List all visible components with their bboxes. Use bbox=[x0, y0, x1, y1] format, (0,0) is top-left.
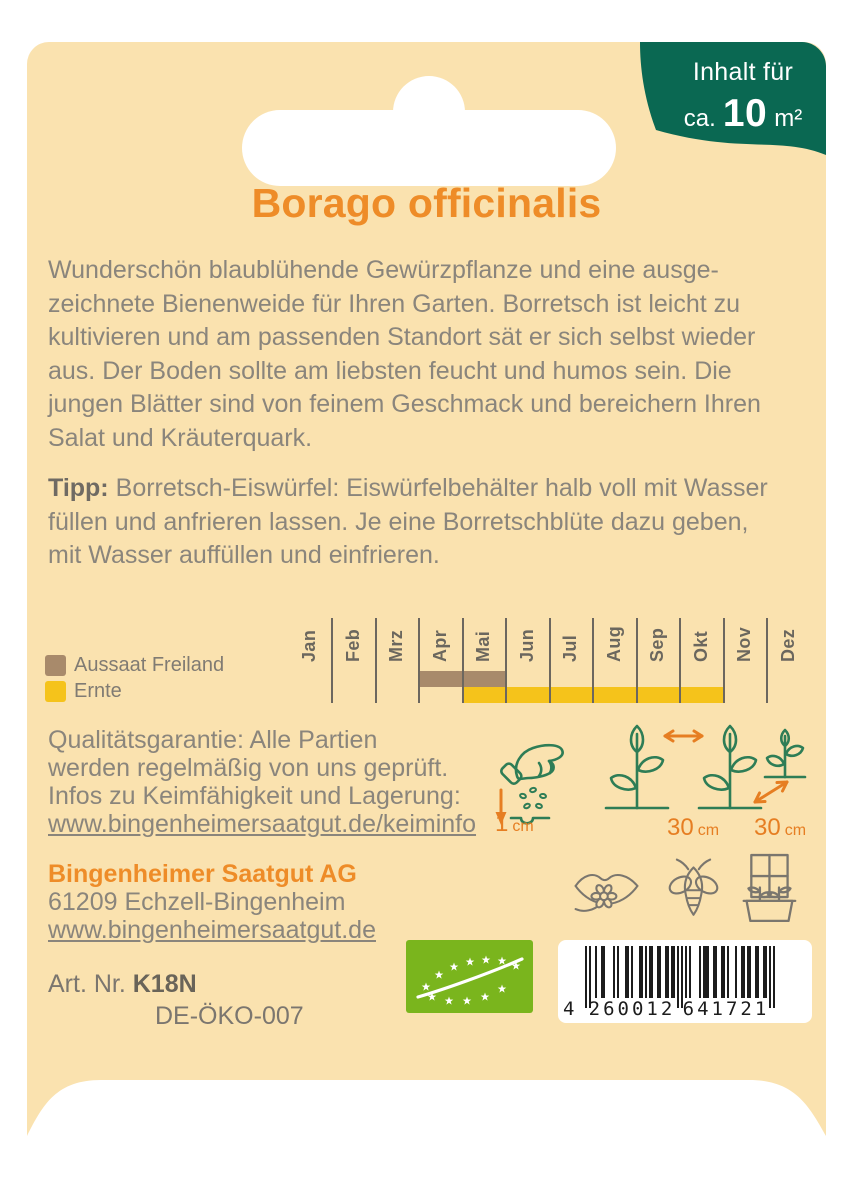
bee-icon bbox=[667, 857, 720, 920]
company-name: Bingenheimer Saatgut AG bbox=[48, 860, 357, 888]
tip-line: füllen und anfrieren lassen. Je eine Borretschblüte dazu geben, bbox=[48, 507, 749, 536]
tip-line: Tipp: Borretsch-Eiswürfel: Eiswürfelbehälter halb voll mit Wasser bbox=[48, 474, 768, 502]
quality-line: Qualitätsgarantie: Alle Partien bbox=[48, 726, 378, 754]
barcode-digits: 641721 bbox=[682, 998, 770, 1020]
balcony-box-icon bbox=[737, 853, 800, 922]
description-line: Wunderschön blaublühende Gewürzpflanze und eine ausge- bbox=[48, 256, 719, 284]
edible-flower-icon bbox=[573, 860, 640, 917]
calendar-tick bbox=[375, 618, 377, 703]
calendar-month-label: Okt bbox=[691, 630, 711, 662]
content-badge-text bbox=[630, 42, 826, 155]
row-spacing-arrow-icon bbox=[665, 731, 787, 802]
eu-organic-logo bbox=[406, 940, 533, 1013]
calendar-month-label: Sep bbox=[647, 627, 667, 662]
legend-swatch-aussaat bbox=[45, 655, 66, 676]
calendar-month-label: Apr bbox=[430, 629, 450, 662]
calendar-tick bbox=[679, 618, 681, 703]
tip bbox=[48, 472, 818, 573]
calendar-month-label: Dez bbox=[778, 628, 798, 662]
plant-spacing-label: 30 cm bbox=[754, 814, 807, 841]
description-line: Salat und Kräuterquark. bbox=[48, 423, 313, 452]
calendar-tick bbox=[505, 618, 507, 703]
calendar-month-label: Aug bbox=[604, 625, 624, 662]
legend-label-aussaat: Aussaat Freiland bbox=[74, 654, 225, 676]
calendar-tick bbox=[418, 618, 420, 703]
tip-line: mit Wasser auffüllen und einfrieren. bbox=[48, 541, 440, 569]
article-number: Art. Nr. K18N bbox=[48, 970, 197, 998]
legend-swatch-ernte bbox=[45, 681, 66, 702]
quality-line: Infos zu Keimfähigkeit und Lagerung: bbox=[48, 782, 461, 810]
calendar-month-label: Mai bbox=[473, 630, 493, 662]
keiminfo-link: www.bingenheimersaatgut.de/keiminfo bbox=[48, 810, 477, 838]
badge-prefix: ca. bbox=[683, 105, 716, 132]
calendar-tick bbox=[549, 618, 551, 703]
calendar-tick bbox=[592, 618, 594, 703]
tip-label: Tipp: bbox=[48, 474, 109, 502]
calendar-month-label: Mrz bbox=[386, 629, 406, 662]
packet-bottom-cut bbox=[27, 1076, 826, 1138]
calendar-tick bbox=[723, 618, 725, 703]
legend-label-ernte: Ernte bbox=[74, 680, 122, 702]
calendar-month-label: Feb bbox=[343, 628, 363, 662]
badge-value: 10 bbox=[722, 92, 768, 135]
company-address: 61209 Echzell-Bingenheim bbox=[48, 888, 346, 916]
quality-line: werden regelmäßig von uns geprüft. bbox=[48, 754, 449, 782]
quality-note bbox=[48, 726, 476, 838]
hang-slot bbox=[242, 72, 616, 186]
page-title: Borago officinalis bbox=[251, 180, 602, 226]
description-line: aus. Der Boden sollte am liebsten feucht und humos sein. Die bbox=[48, 356, 732, 385]
eco-cert-number: DE-ÖKO-007 bbox=[155, 1002, 304, 1030]
calendar-tick bbox=[331, 618, 333, 703]
article-number-value: K18N bbox=[132, 970, 197, 998]
row-spacing-label: 30 cm bbox=[667, 814, 720, 841]
barcode-digits: 4 bbox=[563, 998, 575, 1020]
company-block bbox=[48, 860, 376, 944]
badge-unit: m² bbox=[774, 105, 803, 132]
calendar-month-label: Jul bbox=[560, 634, 580, 662]
calendar-tick bbox=[462, 618, 464, 703]
description bbox=[48, 254, 818, 455]
calendar-month-label: Jun bbox=[517, 628, 537, 662]
plant-spacing-icon bbox=[597, 724, 837, 820]
description-line: zeichnete Bienenweide für Ihren Garten. Borretsch ist leicht zu bbox=[48, 289, 741, 318]
sowing-depth-label: 1 cm bbox=[495, 810, 534, 837]
barcode-digits: 260012 bbox=[588, 998, 676, 1020]
barcode bbox=[558, 940, 812, 1023]
calendar-tick bbox=[636, 618, 638, 703]
description-line: jungen Blätter sind von feinem Geschmack und bereichern Ihren bbox=[48, 390, 761, 418]
company-website-link: www.bingenheimersaatgut.de bbox=[48, 916, 376, 944]
calendar-month-label: Jan bbox=[299, 629, 319, 662]
badge-line1: Inhalt für bbox=[692, 58, 794, 86]
description-line: kultivieren und am passenden Standort sät er sich selbst wieder bbox=[48, 323, 756, 351]
packet-panel bbox=[27, 42, 826, 1138]
calendar-month-label: Nov bbox=[734, 626, 754, 662]
calendar-tick bbox=[766, 618, 768, 703]
badge-line2 bbox=[660, 92, 826, 136]
